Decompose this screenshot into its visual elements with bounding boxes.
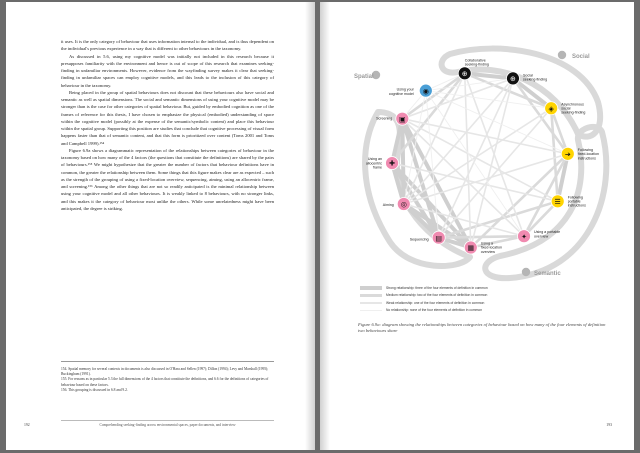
page-number: 193: [606, 423, 612, 427]
relationship-diagram: [350, 42, 610, 282]
paragraph: Figure 6.9a shows a diagrammatic representation of the relationships between categories of behaviour in the taxonomy based on how many of the 4 factors (the questions that constitute the definitions) are shared by the pairs of behaviours.¹⁵⁵ We might hypothesize that the greater the number of factors that behaviour definitions have in common, the greater the relationship between them. Some things that this figure makes clear are as expected – such as the strength of the grouping of using a fixed-location overview, sequencing, aiming, using an allocentric frame, and screening.¹⁵⁶ Among the other things that are not so readily anticipated is the minimal relationship between using your cognitive model and all other behaviours. It is weakly linked to 8 behaviours, with no stronger links, and this makes it the category of behaviour most unlike the others. While some unrelatedness might have been anticipated, the degree is striking.: [61, 147, 274, 211]
node-icon: ⊕: [461, 69, 468, 78]
legend-row: [360, 292, 590, 300]
node-allocentric: [366, 157, 399, 170]
node-label: Using your cognitive model: [388, 87, 414, 96]
node-icon: ▣: [398, 115, 406, 124]
page-number: 192: [24, 423, 30, 427]
legend-line-weakest: [360, 310, 382, 311]
running-footer: Comprehending seeking-finding across environmental spaces, paper documents, and interview: [99, 423, 236, 427]
gutter-shadow: [305, 2, 315, 450]
legend-line-strong: [360, 286, 382, 290]
node-label: Using a fixed-location overview: [480, 241, 502, 254]
edge-portable_overview-sequencing: [439, 236, 524, 237]
node-cognitive: [389, 84, 432, 97]
footnotes: [61, 367, 274, 393]
node-label: Following fixed-location instructions: [577, 147, 599, 161]
node-icon: ⊕: [510, 75, 516, 84]
legend-label: No relationship: none of the four elements of definition in common: [386, 308, 483, 313]
group-label: Semantic: [534, 271, 561, 277]
node-icon: ➔: [564, 150, 571, 159]
paragraph: As discussed in 5.6, using my cognitive model was initially not included in this research because it presupposes familiarity with the environment and hence is out of scope of this research that examines seeking-finding in unfamiliar environments. However, evidence from the wayfinding survey makes it clear that seeking-finding in unfamiliar spaces can employ cognitive models, and this leads to the inclusion of this category of behaviour in the taxonomy.: [61, 53, 274, 88]
left-page: [6, 2, 315, 450]
figure-caption: Figure 6.9a: diagram showing the relationships between categories of behaviour based on how many of the four elements of definition two behaviours share: [358, 322, 606, 334]
node-label: Aiming: [382, 203, 394, 207]
legend-label: Medium relationship: two of the four elements of definition in common: [386, 293, 488, 298]
group-label: Spatial: [354, 74, 374, 80]
group-icon: [522, 268, 530, 276]
node-icon: ◉: [422, 87, 429, 96]
node-icon: ☰: [554, 197, 561, 206]
node-label: Asynchronous social seeking-finding: [561, 102, 586, 115]
legend-line-medium: [360, 294, 382, 297]
node-follow_port: [551, 195, 586, 208]
footer-rule: [61, 420, 274, 421]
node-label: Using a portable overview: [534, 230, 561, 239]
node-label: Following portable instructions: [567, 195, 586, 208]
edge-follow_fixed-screening: [402, 119, 567, 154]
node-icon: ✚: [389, 159, 395, 168]
paragraph: it uses. It is the only category of behaviour that uses information internal to the individual, and is thus dependent on the individual's previous experience in a way that is different to other behaviours in the taxonomy.: [61, 39, 274, 52]
node-icon: ◈: [548, 104, 554, 113]
node-label: Social seeking-finding: [522, 73, 548, 82]
node-follow_fixed: [561, 147, 599, 160]
legend-row: [360, 307, 590, 315]
legend-row: [360, 284, 590, 292]
legend-line-weak: [360, 302, 382, 304]
node-label: Sequencing: [409, 237, 429, 242]
right-page: [320, 2, 634, 450]
group-label: Social: [572, 54, 590, 60]
node-icon: ▤: [435, 234, 442, 243]
footnote: 155. For reasons as in particular 5.3 the full dimensions of the 4 factors that constitute the definitions, and 6.6 for the definitions of categories of behaviour based on these factors.: [61, 377, 269, 387]
node-icon: ▦: [467, 244, 475, 253]
node-icon: ✦: [521, 232, 527, 241]
diagram-legend: [360, 284, 590, 314]
group-icon: [558, 51, 566, 59]
edge-aiming-screening: [402, 119, 403, 204]
node-async: [545, 102, 586, 115]
footnote: 156. This grouping is discussed in 6.8 and 9.2.: [61, 387, 128, 392]
node-label: Screening: [376, 116, 393, 121]
gutter-shadow: [320, 2, 330, 450]
footnote: 154. Spatial memory for several contexts in documents is also discussed in O'Hara and Sellen (1997); Dillon (1994); Levy and Marshall (1995); Buckingham (1991).: [61, 367, 269, 377]
paragraph: Being placed in the group of spatial behaviours does not discount that these behaviours also have social and semantic as well as spatial dimensions. The social and semantic dimensions of using your cognitive model may be stronger than is the case for other categories of spatial behaviour. But, guided by embodied cognition as one of the frames of reference for this thesis, I have chosen to emphasize the physical (embodied) understanding of space within the cognitive model (possibly at the expense of the semantic/symbolic content) and place this behaviour within the spatial group. Supporting this position are studies that conclude that cognitive processing of visual form happens faster than that of semantic content, and that this form is prioritized over content (Toms 2001 and Toms and Campbell 1999).¹⁵⁴: [61, 89, 274, 146]
legend-label: Weak relationship: one of the four elements of definition in common: [386, 300, 485, 305]
legend-label: Strong relationship: three of the four elements of definition in common: [386, 285, 488, 290]
node-aiming: [383, 198, 411, 211]
body-text: [61, 38, 274, 212]
node-label: Using an allocentric frame: [365, 157, 383, 170]
footnote-rule: [61, 361, 274, 362]
node-icon: ◎: [400, 200, 407, 209]
node-label: Collaborative seeking-finding: [464, 58, 489, 67]
legend-row: [360, 299, 590, 307]
